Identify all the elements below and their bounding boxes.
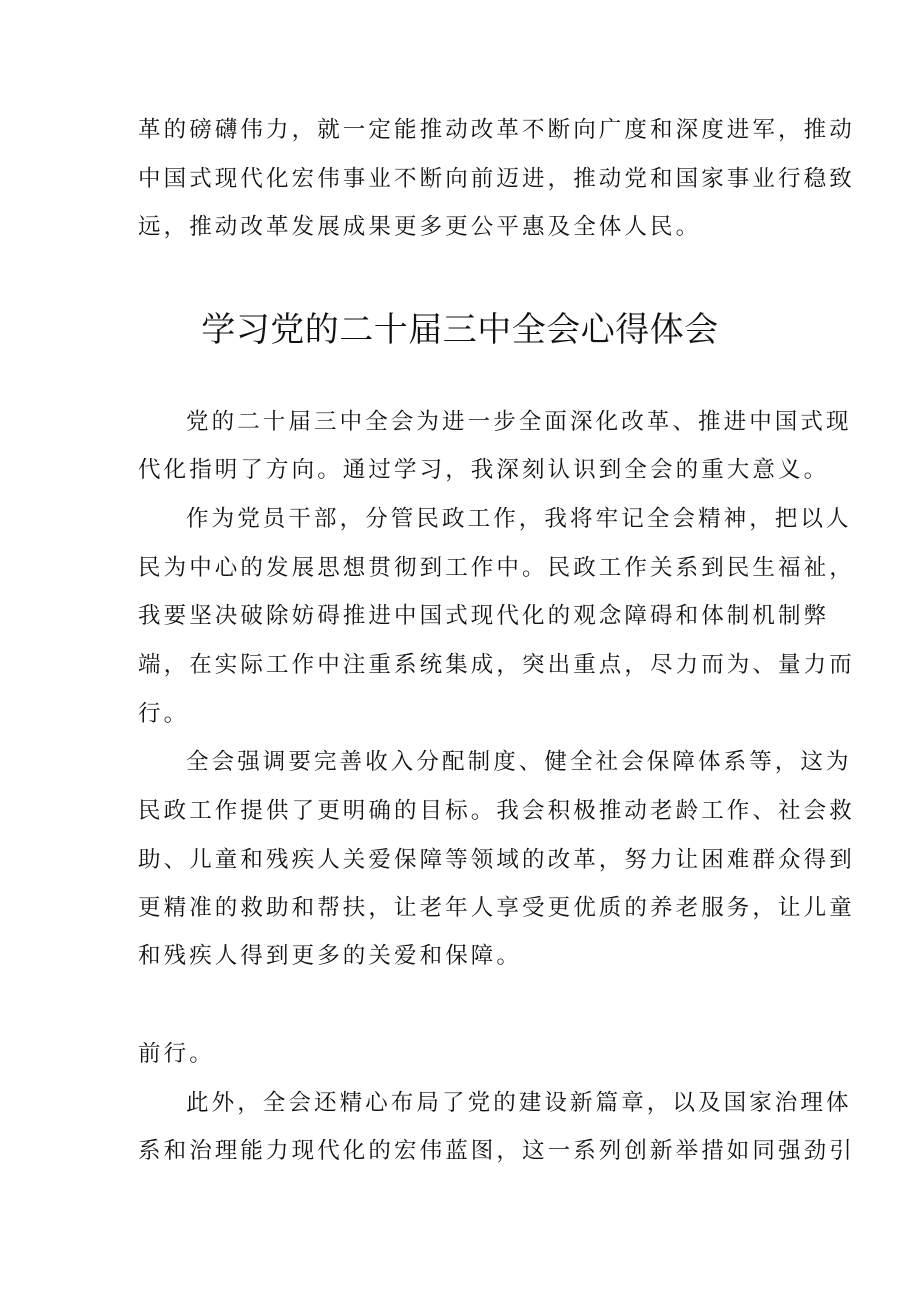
paragraph-3-line-5: 和残疾人得到更多的关爱和保障。 — [138, 943, 523, 969]
document-title: 学习党的二十届三中全会心得体会 — [201, 310, 719, 350]
paragraph-2-line-1: 作为党员干部，分管民政工作，我将牢记全会精神，把以人 — [186, 506, 852, 532]
paragraph-3-line-3: 助、儿童和残疾人关爱保障等领域的改革，努力让困难群众得到 — [138, 847, 855, 873]
paragraph-2-line-5: 行。 — [138, 701, 190, 727]
intro-line-1: 革的磅礴伟力，就一定能推动改革不断向广度和深度进军，推动 — [138, 117, 855, 143]
paragraph-1-line-2: 代化指明了方向。通过学习，我深刻认识到全会的重大意义。 — [138, 457, 830, 483]
paragraph-3-line-2: 民政工作提供了更明确的目标。我会积极推动老龄工作、社会救 — [138, 798, 855, 824]
paragraph-4-line-1: 此外，全会还精心布局了党的建设新篇章，以及国家治理体 — [186, 1090, 852, 1116]
paragraph-4-line-2: 系和治理能力现代化的宏伟蓝图，这一系列创新举措如同强劲引 — [138, 1138, 855, 1164]
intro-line-3: 远，推动改革发展成果更多更公平惠及全体人民。 — [138, 214, 702, 240]
paragraph-2-line-2: 民为中心的发展思想贯彻到工作中。民政工作关系到民生福祉， — [138, 555, 855, 581]
intro-line-2: 中国式现代化宏伟事业不断向前迈进，推动党和国家事业行稳致 — [138, 166, 855, 192]
fragment-line: 前行。 — [138, 1041, 215, 1067]
paragraph-2-line-3: 我要坚决破除妨碍推进中国式现代化的观念障碍和体制机制弊 — [138, 603, 830, 629]
paragraph-1-line-1: 党的二十届三中全会为进一步全面深化改革、推进中国式现 — [186, 409, 852, 435]
paragraph-2-line-4: 端，在实际工作中注重系统集成，突出重点，尽力而为、量力而 — [138, 652, 855, 678]
paragraph-3-line-1: 全会强调要完善收入分配制度、健全社会保障体系等，这为 — [186, 749, 852, 775]
paragraph-3-line-4: 更精准的救助和帮扶，让老年人享受更优质的养老服务，让儿童 — [138, 895, 855, 921]
